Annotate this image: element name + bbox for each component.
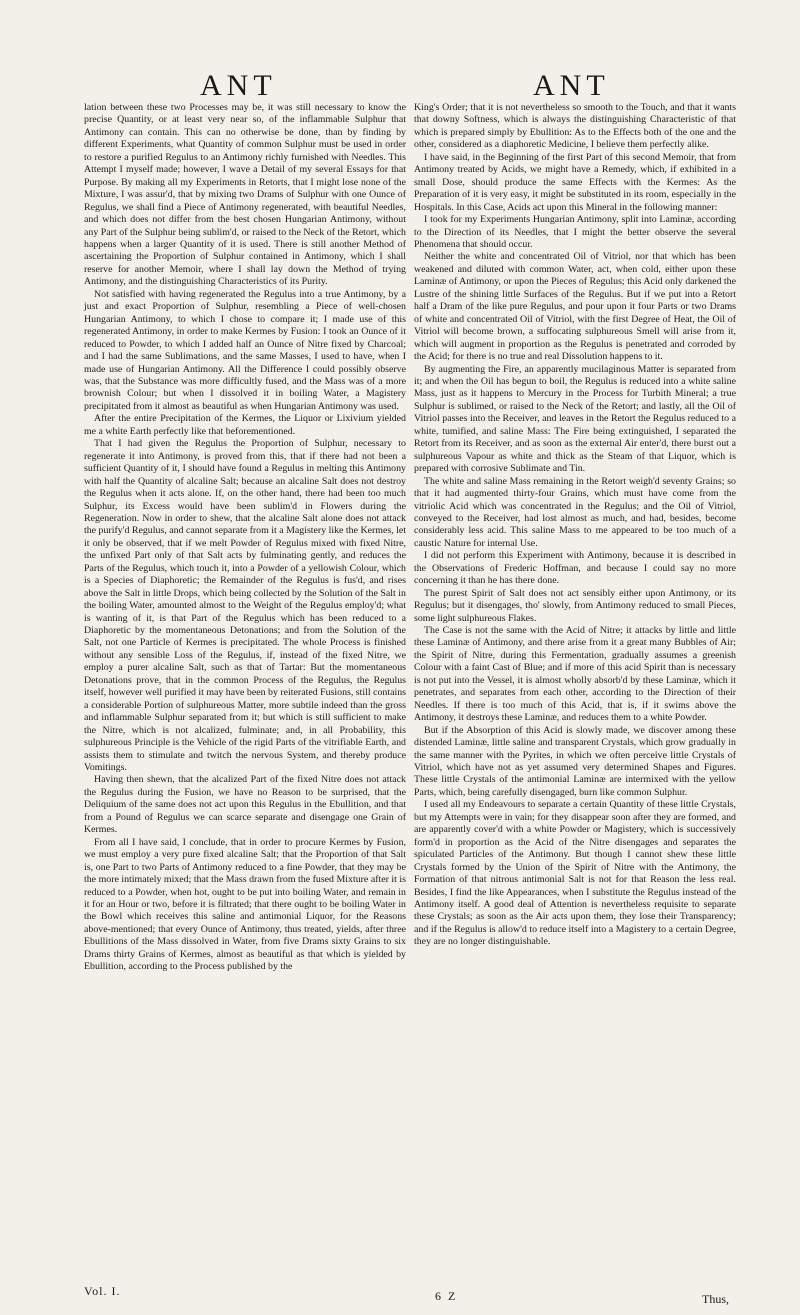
paragraph: King's Order; that it is not nevertheless so smooth to the Touch, and that it wants that downy Softness, which is always the distinguishing Characteristic of that which is prepared simply by Ebullition: As to the Effects both of the one and the other, considered as a diaphoretic Medicine, I believe them perfectly alike. <box>414 102 736 151</box>
paragraph: Not satisfied with having regenerated the Regulus into a true Antimony, by a just and exact Proportion of Sulphur, resembling a Piece of well-chosen Hungarian Antimony, to which I chose to compare it; I made use of this regenerated Antimony, in order to make Kermes by Fusion: I took an Ounce of it reduced to Powder, to which I added half an Ounce of Nitre fixed by Charcoal; and I had the same Sublimations, and the same Masses, I used to have, when I made use of Hungarian Antimony. All the Difference I could possibly observe was, that the Substance was more difficultly fused, and the Mass was of a more brownish Colour; but when I dissolved it in boiling Water, a Magistery precipitated from it almost as beautiful as when Hungarian Antimony was used. <box>84 288 406 412</box>
paragraph: I took for my Experiments Hungarian Antimony, split into Laminæ, according to the Direction of its Needles, that I might the better observe the several Phenomena that should occur. <box>414 214 736 250</box>
catchword: Thus, <box>702 1292 729 1306</box>
paragraph: lation between these two Processes may be, it was still necessary to know the precise Quantity, or at least very near so, of the inflammable Sulphur that Antimony can contain. This can no otherwise be done, than by finding by different Experiments, what Quantity of common Sulphur must be used in order to restore a purified Regulus to an Antimony richly furnished with Needles. This Attempt I myself made; however, I wave a Detail of my several Essays for that Purpose. By making all my Experiments in Retorts, that I might lose none of the Mixture, I was assur'd, that by mixing two Drams of Sulphur with one Ounce of Regulus, we shall find a Piece of Antimony regenerated, with beautiful Needles, and which does not differ from the best chosen Hungarian Antimony, without any Part of the Sulphur being sublim'd, or raised to the Neck of the Retort, which happens when a larger Quantity of it is used. There is still another Method of ascertaining the Proportion of Sulphur contained in Antimony, which I shall reserve for another Memoir, where I shall lay down the Method of trying Antimony, and the distinguishing Characteristics of its Purity. <box>84 102 406 288</box>
paragraph: From all I have said, I conclude, that in order to procure Kermes by Fusion, we must employ a very pure fixed alcaline Salt; that the Proportion of that Salt is, one Part to two Parts of Antimony reduced to a fine Powder, that they may be the more intimately mixed; that the Mass drawn from the fused Mixture after it is reduced to a Powder, when hot, ought to be put into boiling Water, and remain in it for an Hour or two, before it is filtrated; that there ought to be boiling Water in the Bowl which receives this saline and antimonial Liquor, for the Reasons above-mentioned; that every Ounce of Antimony, thus treated, yields, after three Ebullitions of the Mass dissolved in Water, from five Drams sixty Grains to six Drams thirty Grains of Kermes, almost as beautiful as that which is yielded by Ebullition, according to the Process published by the <box>84 836 406 973</box>
header-right: ANT <box>533 69 610 102</box>
paragraph: The white and saline Mass remaining in the Retort weigh'd seventy Grains; so that it had augmented thirty-four Grains, which must have come from the vitriolic Acid which was concentrated in the Regulus; and the Oil of Vitriol, conveyed to the Receiver, had lost almost as much, and had, besides, become considerably less acid. This saline Mass to me appeared to be too much of a caustic Nature for internal Use. <box>414 475 736 549</box>
paragraph: I used all my Endeavours to separate a certain Quantity of these little Crystals, but my Attempts were in vain; for they disappear soon after they are formed, and are apparently cover'd with a white Powder or Magistery, which is successively form'd in proportion as the Acid of the Nitre disengages and separates the spiculated Particles of the Antimony. But though I cannot shew these little Crystals formed by the Union of the Spirit of Nitre with the Antimony, the Formation of that nitrous antimonial Salt is not for that Reason the less real. Besides, I find the like Appearances, when I substitute the Regulus instead of the Antimony itself. A good deal of Attention is nevertheless requisite to separate these Crystals; as soon as the Air acts upon them, they lose their Transparency; and if the Regulus is allow'd to reduce itself into a Magistery to a certain Degree, they are no longer distinguishable. <box>414 799 736 948</box>
paragraph: The Case is not the same with the Acid of Nitre; it attacks by little and little these Laminæ of Antimony, and there arise from it a great many Bubbles of Air; the Spirit of Nitre, during this Fermentation, gradually assumes a greenish Colour with a faint Cast of Blue; and if more of this acid Spirit than is necessary is not put into the Vessel, it is almost wholly absorb'd by these Laminæ, which it penetrates, and separates from each other, according to the Direction of their Needles. If there is too much of this Acid, that is, if it swims above the Antimony, it destroys these Laminæ, and reduces them to a white Powder. <box>414 625 736 724</box>
right-column <box>414 102 736 949</box>
page-footer <box>0 1284 800 1304</box>
signature-mark: 6 Z <box>435 1289 458 1303</box>
paragraph: The purest Spirit of Salt does not act sensibly either upon Antimony, or its Regulus; but it disengages, tho' slowly, from Antimony reduced to small Pieces, some light sulphureous Flakes. <box>414 587 736 624</box>
paragraph: But if the Absorption of this Acid is slowly made, we discover among these distended Laminæ, little saline and transparent Crystals, which grow gradually in the same manner with the Pyrites, in which we often perceive little Crystals of Vitriol, which have not as yet assumed very determined Shapes and Figures. These little Crystals of the antimonial Laminæ are intermixed with the yellow Parts, which, being carefully disengaged, burn like common Sulphur. <box>414 724 736 798</box>
left-column <box>84 102 406 974</box>
paragraph: I have said, in the Beginning of the first Part of this second Memoir, that from Antimony treated by Acids, we might have a Remedy, which, if exhibited in a small Dose, should produce the same Effects with the Kermes: As the Preparation of it is very easy, it might be substituted in its room, especially in the Hospitals. In this Case, Acids act upon this Mineral in the following manner: <box>414 151 736 213</box>
paragraph: Neither the white and concentrated Oil of Vitriol, nor that which has been weakened and diluted with common Water, act, when cold, either upon these Laminæ of Antimony, or upon the Pieces of Regulus; this Acid only darkened the Lustre of the shining little Surfaces of the Regulus. But if we put into a Retort half a Dram of the like pure Regulus, and pour upon it four Parts or two Drams of white and concentrated Oil of Vitriol, with the first Degree of Heat, the Oil of Vitriol will become brown, a suffocating sulphureous Smell will arise from it, which will augment in proportion as the Regulus is penetrated and corroded by the Acid; for there is no true and real Dissolution happens to it. <box>414 251 736 363</box>
paragraph: After the entire Precipitation of the Kermes, the Liquor or Lixivium yielded me a white Earth perfectly like that beforementioned. <box>84 413 406 437</box>
paragraph: Having then shewn, that the alcalized Part of the fixed Nitre does not attack the Regulus during the Fusion, we have no Reason to be surprised, that the Deliquium of the same does not act upon this Regulus in the Ebullition, and that from a Pound of Regulus we can scarce separate and disengage one Grain of Kermes. <box>84 774 406 836</box>
volume-label: Vol. I. <box>84 1284 121 1298</box>
paragraph: By augmenting the Fire, an apparently mucilaginous Matter is separated from it; and when the Oil has begun to boil, the Regulus is reduced into a white saline Mass, just as it happens to Mercury in the Process for Turbith Mineral; a true Sulphur is sublimed, or raised to the Neck of the Retort; and lastly, all the Oil of Vitriol passes into the Receiver, and leaves in the Retort the Regulus reduced to a white, tumified, and saline Mass: The Fire being extinguished, I separated the Retort from its Receiver, and as soon as the external Air enter'd, there burst out a sulphureous Vapour as white and thick as the Steam of that Liquor, which is prepared with corrosive Sublimate and Tin. <box>414 363 736 475</box>
header-left: ANT <box>200 69 277 102</box>
paragraph: That I had given the Regulus the Proportion of Sulphur, necessary to regenerate it into Antimony, is proved from this, that if there had not been a sufficient Quantity of it, I should have found a Regulus in melting this Antimony with half the Quantity of alcaline Salt; because an alcaline Salt does not destroy the Regulus when it acts alone. If, on the other hand, there had been too much Sulphur, its Excess would have been sublim'd in Flowers during the Regeneration. Now in order to shew, that the alcaline Salt alone does not attack the purify'd Regulus, and cannot separate from it a Magistery like the Kermes, let it only be observed, that if we melt Powder of Regulus mixed with fixed Nitre, the unfixed Part only of that Salt acts by fulminating gently, and reduces the Parts of the Regulus, which touch it, into a Powder of a yellowish Colour, which is a Species of Diaphoretic; the Remainder of the Regulus is fus'd, and rises above the Salt in little Drops, which being collected by the Solution of the Salt in the boiling Water, amounted almost to the Weight of the Regulus employ'd; what is wanting of it, is that Part of the Regulus which has been reduced to a Diaphoretic by the momentaneous Detonations; and from the Solution of the Salt, not one Particle of Kermes is precipitated. The whole Process is finished without any sensible Loss of the Regulus, if, instead of the fixed Nitre, we employ a purer alcaline Salt, such as that of Tartar: But the momentaneous Detonations prove, that in the common Process of the Regulus, the Regulus itself, however well purified it may have been by reiterated Fusions, still contains a considerable Portion of sulphureous Matter, more subtile indeed than the gross and inflammable Sulphur separated from it; but which is still sufficient to make the Nitre, which is not alcalized, fulminate; and, in all Probability, this sulphureous Principle is the Vehicle of the rigid Parts of the vitrifiable Earth, and assists them to stimulate and twitch the nervous System, and thereby produce Vomitings. <box>84 438 406 774</box>
paragraph: I did not perform this Experiment with Antimony, because it is described in the Observations of Frederic Hoffman, and because I could say no more concerning it than he has there done. <box>414 550 736 587</box>
